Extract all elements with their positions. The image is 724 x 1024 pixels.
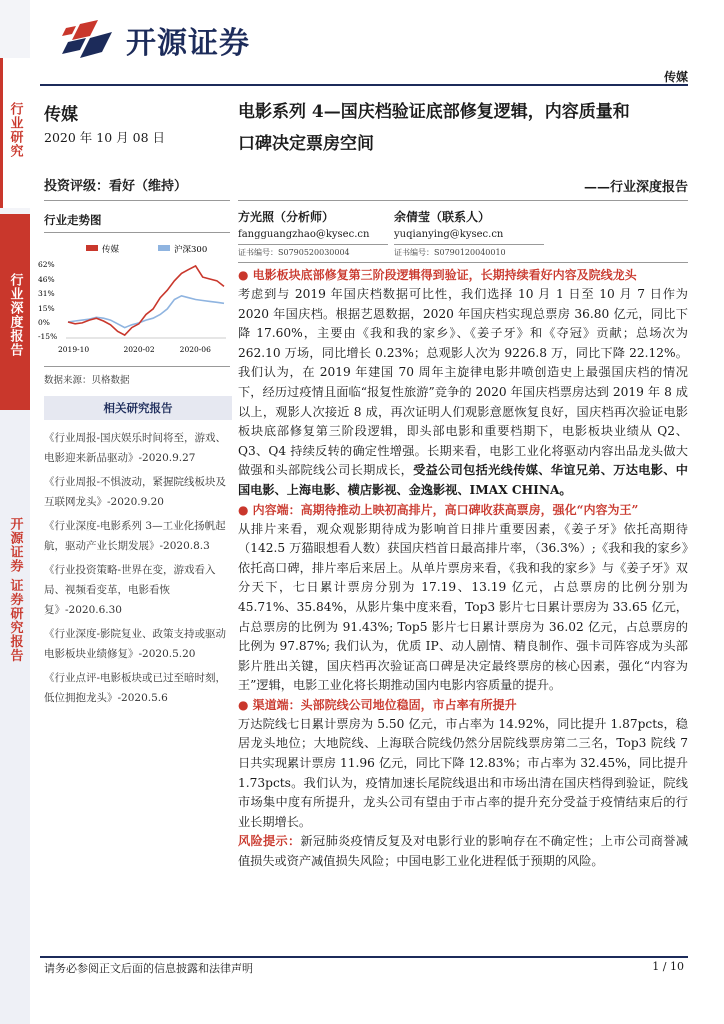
report-body bbox=[238, 266, 688, 872]
report-date: 2020 年 10 月 08 日 bbox=[44, 130, 165, 145]
report-title bbox=[238, 96, 690, 160]
chart-bottom-rule bbox=[44, 366, 230, 367]
related-report-link[interactable]: 《行业深度-影院复业、政策支持或驱动电影板块业绩修复》-2020.5.20 bbox=[44, 628, 227, 660]
chart-legend bbox=[86, 244, 207, 255]
investment-rating: 投资评级：看好（维持） bbox=[44, 179, 188, 194]
section-3-heading: ● 渠道端：头部院线公司地位稳固，市占率有所提升 bbox=[238, 697, 517, 712]
side-label-research: 行业研究 bbox=[7, 102, 23, 158]
related-report-link[interactable]: 《行业周报-不惧波动，紧握院线板块及互联网龙头》-2020.9.20 bbox=[44, 476, 227, 508]
report-type: ——行业深度报告 bbox=[583, 180, 688, 195]
y-tick-label: -15% bbox=[38, 332, 58, 341]
analyst-card bbox=[238, 208, 388, 258]
page-number: 1 / 10 bbox=[652, 960, 684, 973]
report-title-line2: 口碑决定票房空间 bbox=[238, 134, 374, 154]
section-1-body bbox=[238, 285, 688, 501]
footer-rule bbox=[40, 956, 688, 958]
related-report-link[interactable]: 《行业周报-国庆娱乐时间将至，游戏、电影迎来新品驱动》-2020.9.27 bbox=[44, 432, 227, 464]
x-tick-label: 2020-06 bbox=[179, 345, 211, 354]
legend-swatch-media bbox=[86, 245, 98, 251]
analyst-cert: 证书编号：S0790520030004 bbox=[238, 244, 388, 258]
y-tick-label: 0% bbox=[38, 317, 50, 327]
related-reports-list bbox=[44, 428, 228, 708]
contact-email[interactable]: yuqianying@kysec.cn bbox=[394, 229, 504, 240]
logo-mark-icon bbox=[62, 18, 118, 62]
related-reports-title: 相关研究报告 bbox=[44, 396, 232, 420]
related-report-link[interactable]: 《行业深度-电影系列 3—工业化扬帆起航，驱动产业长期发展》-2020.8.3 bbox=[44, 520, 226, 552]
side-label-deep-report: 行业深度报告 bbox=[7, 273, 23, 357]
related-report-link[interactable]: 《行业投资策略-世界在变，游戏看入局、视频看变革，电影看恢复》-2020.6.30 bbox=[44, 564, 216, 616]
contact-card bbox=[394, 208, 544, 258]
series-line-hs300 bbox=[68, 296, 224, 328]
contact-cert: 证书编号：S0790120040010 bbox=[394, 244, 544, 258]
risk-label: 风险提示： bbox=[238, 834, 301, 849]
brand-logo bbox=[62, 18, 250, 62]
trend-title: 行业走势图 bbox=[44, 213, 102, 227]
legend-label-hs300: 沪深300 bbox=[174, 245, 208, 255]
x-tick-label: 2019-10 bbox=[58, 345, 90, 354]
title-rule bbox=[238, 200, 688, 201]
section-1-beneficiaries: 受益公司包括光线传媒、华谊兄弟、万达电影、中国电影、上海电影、横店影视、金逸影视、IMAX CHINA。 bbox=[238, 463, 688, 497]
header-rule bbox=[40, 84, 688, 86]
chart-top-rule bbox=[44, 232, 230, 233]
side-label-brand: 开源证券 证券研究报告 bbox=[7, 517, 23, 663]
x-tick-label: 2020-02 bbox=[123, 345, 155, 354]
legend-swatch-hs300 bbox=[158, 245, 170, 251]
trend-chart bbox=[36, 240, 232, 362]
header-category: 传媒 bbox=[663, 70, 688, 84]
industry-name: 传媒 bbox=[44, 105, 78, 125]
section-1-text: 考虑到与 2019 年国庆档数据可比性，我们选择 10 月 1 日至 10 月 7 日作为 2020 年国庆档。根据艺恩数据，2020 年国庆档实现总票房 36.80 亿元，同比下降 17.60%，主要由《我和我的家乡》、《姜子牙》和《夺冠》贡献；总场次为 262.10 万场，同比增长 0.23%；总观影人次为 9226.8 万，同比下降 22.12%。我们认为，在 2019 年建国 70 周年主旋律电影井喷创造史上最强国庆档的情况下，经历过疫情且面临“报复性旅游”竞争的 2020 年国庆档票房达到 2019 年 8 成以上，观影人次接近 8 成，再次证明人们观影意愿恢复良好，国庆档再次验证电影板块底部修复第三阶段逻辑，即头部电影和重要档期下，电影板块业绩从 Q2、Q3、Q4 持续反转的确定性增强。长期来看，电影工业化将驱动内容出品龙头做大做强和头部院线公司长期成长， bbox=[238, 287, 688, 478]
y-tick-label: 15% bbox=[38, 303, 55, 313]
analyst-rule bbox=[238, 262, 688, 263]
brand-name: 开源证券 bbox=[126, 26, 250, 61]
contact-name: 余倩莹（联系人） bbox=[394, 210, 491, 224]
analyst-email[interactable]: fangguangzhao@kysec.cn bbox=[238, 229, 370, 240]
y-tick-label: 31% bbox=[38, 288, 55, 298]
section-2-heading: ● 内容端：高期待推动上映初高排片，高口碑收获高票房，强化“内容为王” bbox=[238, 502, 639, 517]
left-rule bbox=[44, 200, 230, 201]
section-3-body: 万达院线七日累计票房为 5.50 亿元，市占率为 14.92%，同比提升 1.87pcts，稳居龙头地位；大地院线、上海联合院线仍然分居院线票房第二三名，Top3 院线 7 日共实现累计票房 11.96 亿元，同比下降 12.83%；市占率为 32.45%，同比提升 1.73pcts。我们认为，疫情加速长尾院线退出和市场出清在国庆档得到验证，院线市场集中度有所提升，龙头公司有望由于市占率的提升充分受益于疫情结束后的行业长期增长。 bbox=[238, 716, 688, 829]
related-report-link[interactable]: 《行业点评-电影板块或已过至暗时刻，低位拥抱龙头》-2020.5.6 bbox=[44, 672, 227, 704]
report-title-line1: 电影系列 4—国庆档验证底部修复逻辑，内容质量和 bbox=[238, 102, 630, 122]
section-2-body: 从排片来看，观众观影期待成为影响首日排片重要因素，《姜子牙》依托高期待（142.5 万猫眼想看人数）获国庆档首日最高排片率，（36.3%）;《我和我的家乡》依托高口碑，排片率后来居上。从单片票房来看，《我和我的家乡》与《姜子牙》双分天下，七日累计票房分别为 17.19、13.19 亿元，占总票房的比例分别为 45.71%、35.84%，从影片集中度来看，Top3 影片七日累计票房为 33.65 亿元，占总票房的比例为 91.43%; Top5 影片七日累计票房为 36.02 亿元，占总票房的比例为 97.87%; 我们认为，优质 IP、动人剧情、精良制作、强卡司阵容成为头部影片胜出关键，国庆档再次验证高口碑是决定最终票房的核心因素，强化“内容为王”逻辑，电影工业化将长期推动国内电影内容质量的提升。 bbox=[238, 521, 688, 693]
risk-warning bbox=[238, 832, 688, 871]
legend-label-media: 传媒 bbox=[102, 245, 120, 255]
risk-text: 新冠肺炎疫情反复及对电影行业的影响存在不确定性；上市公司商誉减值损失或资产减值损失风险；中国电影工业化进程低于预期的风险。 bbox=[238, 834, 689, 869]
data-source: 数据来源：贝格数据 bbox=[44, 375, 130, 386]
section-1-heading: ● 电影板块底部修复第三阶段逻辑得到验证，长期持续看好内容及院线龙头 bbox=[238, 268, 637, 282]
y-tick-label: 62% bbox=[38, 260, 55, 269]
y-tick-label: 46% bbox=[38, 274, 55, 284]
footer-disclaimer: 请务必参阅正文后面的信息披露和法律声明 bbox=[44, 962, 253, 975]
analyst-name: 方光照（分析师） bbox=[238, 210, 335, 224]
